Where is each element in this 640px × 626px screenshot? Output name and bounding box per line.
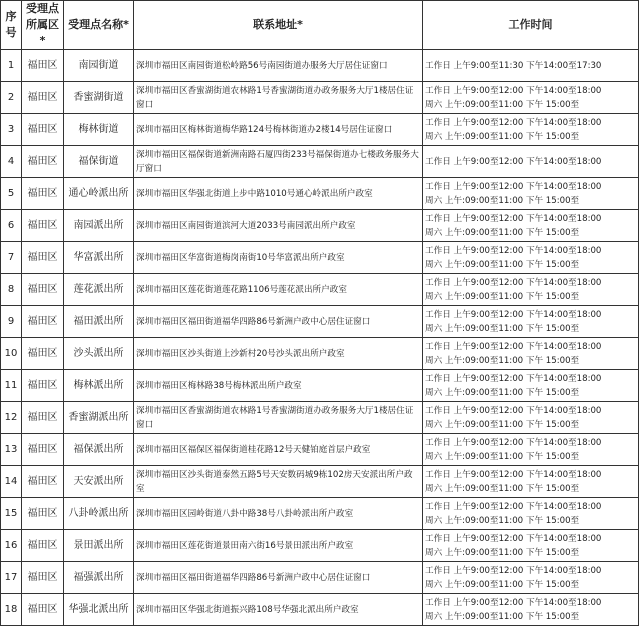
hours-line: 周六 上午:09:00至11:00 下午 15:00至 [425,483,580,494]
row-address-cell: 深圳市福田区华强北街道上步中路1010号通心岭派出所户政室 [134,178,423,210]
hours-line: 周六 上午:09:00至11:00 下午 15:00至 [425,515,580,526]
row-district-cell: 福田区 [22,114,64,146]
table-row [1,338,639,370]
row-number-cell: 5 [1,178,22,210]
row-hours-cell [423,530,639,562]
table-row [1,594,639,626]
row-number-cell: 8 [1,274,22,306]
hours-line: 工作日 上午9:00至12:00 下午14:00至18:00 [425,533,602,544]
hours-line: 工作日 上午9:00至12:00 下午14:00至18:00 [425,277,602,288]
table-row [1,178,639,210]
hours-line: 周六 上午:09:00至11:00 下午 15:00至 [425,99,580,110]
hours-line: 工作日 上午9:00至12:00 下午14:00至18:00 [425,213,602,224]
row-hours-cell [423,498,639,530]
row-hours-cell [423,178,639,210]
row-name-cell: 香蜜湖街道 [64,82,134,114]
hours-line: 周六 上午:09:00至11:00 下午 15:00至 [425,355,580,366]
row-hours-cell [423,274,639,306]
row-number-cell: 4 [1,146,22,178]
hours-line: 工作日 上午9:00至12:00 下午14:00至18:00 [425,309,602,320]
row-name-cell: 八卦岭派出所 [64,498,134,530]
table-row [1,562,639,594]
hours-line: 工作日 上午9:00至12:00 下午14:00至18:00 [425,469,602,480]
row-hours-cell [423,242,639,274]
hours-line: 工作日 上午9:00至12:00 下午14:00至18:00 [425,405,602,416]
row-address-cell: 深圳市福田区沙头街道上沙新村20号沙头派出所户政室 [134,338,423,370]
table-row [1,82,639,114]
table-row [1,274,639,306]
row-number-cell: 1 [1,50,22,82]
hours-line: 工作日 上午9:00至12:00 下午14:00至18:00 [425,341,602,352]
row-number-cell: 11 [1,370,22,402]
row-hours-cell [423,594,639,626]
hours-line: 周六 上午:09:00至11:00 下午 15:00至 [425,611,580,622]
row-number-cell: 2 [1,82,22,114]
hours-line: 周六 上午:09:00至11:00 下午 15:00至 [425,259,580,270]
row-number-cell: 6 [1,210,22,242]
row-district-cell: 福田区 [22,434,64,466]
row-address-cell: 深圳市福田区华富街道梅岗南街10号华富派出所户政室 [134,242,423,274]
row-district-cell: 福田区 [22,562,64,594]
row-address-cell: 深圳市福田区园岭街道八卦中路38号八卦岭派出所户政室 [134,498,423,530]
row-address-cell: 深圳市福田区福保区福保街道桂花路12号天健铂庭首层户政室 [134,434,423,466]
row-hours-cell [423,82,639,114]
hours-line: 工作日 上午9:00至12:00 下午14:00至18:00 [425,181,602,192]
row-number-cell: 7 [1,242,22,274]
row-number-cell: 10 [1,338,22,370]
row-address-cell: 深圳市福田区香蜜湖街道农林路1号香蜜湖街道办政务服务大厅1楼居住证窗口 [134,82,423,114]
row-name-cell: 梅林街道 [64,114,134,146]
table-row [1,242,639,274]
row-hours-cell [423,370,639,402]
row-hours-cell [423,114,639,146]
row-address-cell: 深圳市福田区南园街道松岭路56号南园街道办服务大厅居住证窗口 [134,50,423,82]
hours-line: 周六 上午:09:00至11:00 下午 15:00至 [425,451,580,462]
table-header [1,1,639,50]
table-row [1,114,639,146]
row-number-cell: 13 [1,434,22,466]
hours-line: 周六 上午:09:00至11:00 下午 15:00至 [425,195,580,206]
table-row [1,466,639,498]
row-district-cell: 福田区 [22,306,64,338]
row-address-cell: 深圳市福田区华强北街道振兴路108号华强北派出所户政室 [134,594,423,626]
table-body [1,50,639,626]
row-number-cell: 18 [1,594,22,626]
hours-line: 周六 上午:09:00至11:00 下午 15:00至 [425,579,580,590]
row-district-cell: 福田区 [22,82,64,114]
table-row [1,434,639,466]
row-name-cell: 福田派出所 [64,306,134,338]
hours-line: 工作日 上午9:00至12:00 下午14:00至18:00 [425,85,602,96]
hours-line: 工作日 上午9:00至12:00 下午14:00至18:00 [425,501,602,512]
row-hours-cell [423,434,639,466]
row-name-cell: 华富派出所 [64,242,134,274]
row-name-cell: 莲花派出所 [64,274,134,306]
row-district-cell: 福田区 [22,594,64,626]
row-district-cell: 福田区 [22,146,64,178]
hours-line: 周六 上午:09:00至11:00 下午 15:00至 [425,227,580,238]
hours-line: 工作日 上午9:00至12:00 下午14:00至18:00 [425,245,602,256]
row-number-cell: 16 [1,530,22,562]
row-name-cell: 梅林派出所 [64,370,134,402]
row-address-cell: 深圳市福田区福保街道新洲南路石厦四街233号福保街道办七楼政务服务大厅窗口 [134,146,423,178]
row-name-cell: 福强派出所 [64,562,134,594]
row-address-cell: 深圳市福田区梅林路38号梅林派出所户政室 [134,370,423,402]
header-hours: 工作时间 [423,1,639,50]
row-district-cell: 福田区 [22,402,64,434]
table-row [1,498,639,530]
header-row [1,1,639,50]
hours-line: 周六 上午:09:00至11:00 下午 15:00至 [425,323,580,334]
row-number-cell: 15 [1,498,22,530]
row-hours-cell [423,210,639,242]
row-name-cell: 南园派出所 [64,210,134,242]
row-number-cell: 17 [1,562,22,594]
row-name-cell: 沙头派出所 [64,338,134,370]
row-name-cell: 华强北派出所 [64,594,134,626]
row-hours-cell [423,338,639,370]
row-number-cell: 9 [1,306,22,338]
header-number: 序号 [1,1,22,50]
row-district-cell: 福田区 [22,50,64,82]
table-row [1,402,639,434]
table-row [1,50,639,82]
row-name-cell: 景田派出所 [64,530,134,562]
hours-line: 工作日 上午9:00至12:00 下午14:00至18:00 [425,117,602,128]
hours-line: 周六 上午:09:00至11:00 下午 15:00至 [425,131,580,142]
hours-line: 周六 上午:09:00至11:00 下午 15:00至 [425,291,580,302]
row-district-cell: 福田区 [22,466,64,498]
row-district-cell: 福田区 [22,178,64,210]
header-name: 受理点名称* [64,1,134,50]
row-hours-cell [423,402,639,434]
table-row [1,146,639,178]
row-name-cell: 天安派出所 [64,466,134,498]
row-name-cell: 南园街道 [64,50,134,82]
row-district-cell: 福田区 [22,274,64,306]
row-name-cell: 通心岭派出所 [64,178,134,210]
row-district-cell: 福田区 [22,210,64,242]
row-hours-cell [423,146,639,178]
row-address-cell: 深圳市福田区福田街道福华四路86号新洲户政中心居住证窗口 [134,562,423,594]
hours-line: 周六 上午:09:00至11:00 下午 15:00至 [425,419,580,430]
hours-line: 工作日 上午9:00至12:00 下午14:00至18:00 [425,437,602,448]
row-hours-cell [423,562,639,594]
hours-line: 周六 上午:09:00至11:00 下午 15:00至 [425,547,580,558]
hours-line: 工作日 上午9:00至12:00 下午14:00至18:00 [425,597,602,608]
row-address-cell: 深圳市福田区香蜜湖街道农林路1号香蜜湖街道办政务服务大厅1楼居住证窗口 [134,402,423,434]
header-district: 受理点所属区* [22,1,64,50]
row-address-cell: 深圳市福田区福田街道福华四路86号新洲户政中心居住证窗口 [134,306,423,338]
hours-line: 工作日 上午9:00至12:00 下午14:00至18:00 [425,565,602,576]
row-number-cell: 3 [1,114,22,146]
row-address-cell: 深圳市福田区莲花街道景田南六街16号景田派出所户政室 [134,530,423,562]
row-district-cell: 福田区 [22,530,64,562]
row-district-cell: 福田区 [22,370,64,402]
table-row [1,306,639,338]
hours-line: 工作日 上午9:00至12:00 下午14:00至18:00 [425,373,602,384]
row-address-cell: 深圳市福田区沙头街道泰然五路5号天安数码城9栋102房天安派出所户政室 [134,466,423,498]
hours-line: 工作日 上午9:00至12:00 下午14:00至18:00 [425,156,602,167]
hours-line: 工作日 上午9:00至11:30 下午14:00至17:30 [425,60,602,71]
row-number-cell: 14 [1,466,22,498]
hours-line: 周六 上午:09:00至11:00 下午 15:00至 [425,387,580,398]
row-district-cell: 福田区 [22,498,64,530]
row-hours-cell [423,466,639,498]
header-address: 联系地址* [134,1,423,50]
table-row [1,370,639,402]
row-address-cell: 深圳市福田区南园街道滨河大道2033号南园派出所户政室 [134,210,423,242]
row-district-cell: 福田区 [22,242,64,274]
row-name-cell: 香蜜湖派出所 [64,402,134,434]
row-name-cell: 福保派出所 [64,434,134,466]
row-hours-cell [423,50,639,82]
row-hours-cell [423,306,639,338]
row-district-cell: 福田区 [22,338,64,370]
table-row [1,530,639,562]
row-name-cell: 福保街道 [64,146,134,178]
row-address-cell: 深圳市福田区莲花街道莲花路1106号莲花派出所户政室 [134,274,423,306]
row-number-cell: 12 [1,402,22,434]
table-row [1,210,639,242]
row-address-cell: 深圳市福田区梅林街道梅华路124号梅林街道办2楼14号居住证窗口 [134,114,423,146]
